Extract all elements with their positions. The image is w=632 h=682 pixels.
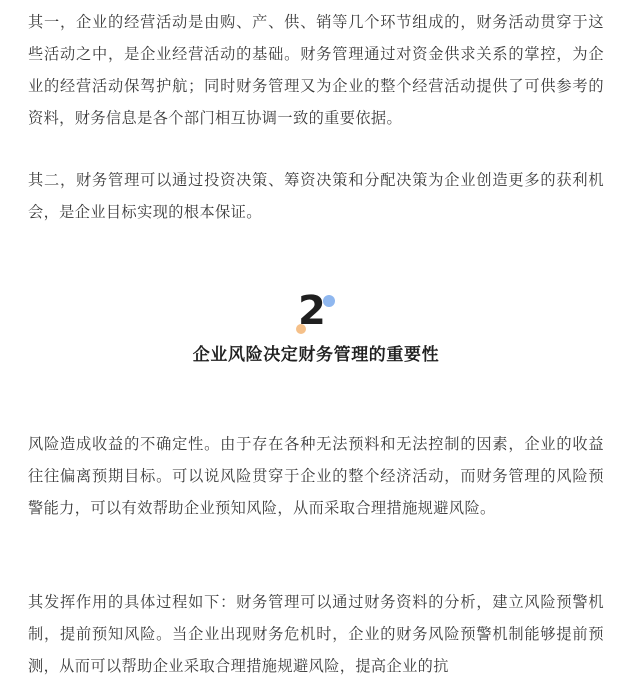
section-heading: 企业风险决定财务管理的重要性 — [192, 345, 440, 365]
paragraph-2: 其二，财务管理可以通过投资决策、筹资决策和分配决策为企业创造更多的获利机会，是企业目标实现的根本保证。 — [28, 171, 604, 221]
paragraph-3: 风险造成收益的不确定性。由于存在各种无法预料和无法控制的因素，企业的收益往往偏离预期目标。可以说风险贯穿于企业的整个经济活动，而财务管理的风险预警能力，可以有效帮助企业预知风险，从而采取合理措施规避风险。 — [28, 435, 604, 517]
section-number: 2 — [298, 288, 326, 334]
paragraph-1: 其一，企业的经营活动是由购、产、供、销等几个环节组成的，财务活动贯穿于这些活动之中，是企业经营活动的基础。财务管理通过对资金供求关系的掌控，为企业的经营活动保驾护航；同时财务管理又为企业的整个经营活动提供了可供参考的资料，财务信息是各个部门相互协调一致的重要依据。 — [28, 13, 604, 127]
paragraph-4: 其发挥作用的具体过程如下：财务管理可以通过财务资料的分析，建立风险预警机制，提前预知风险。当企业出现财务危机时，企业的财务风险预警机制能够提前预测，从而可以帮助企业采取合理措施规避风险，提高企业的抗 — [28, 593, 604, 675]
section-number-badge — [292, 290, 342, 340]
